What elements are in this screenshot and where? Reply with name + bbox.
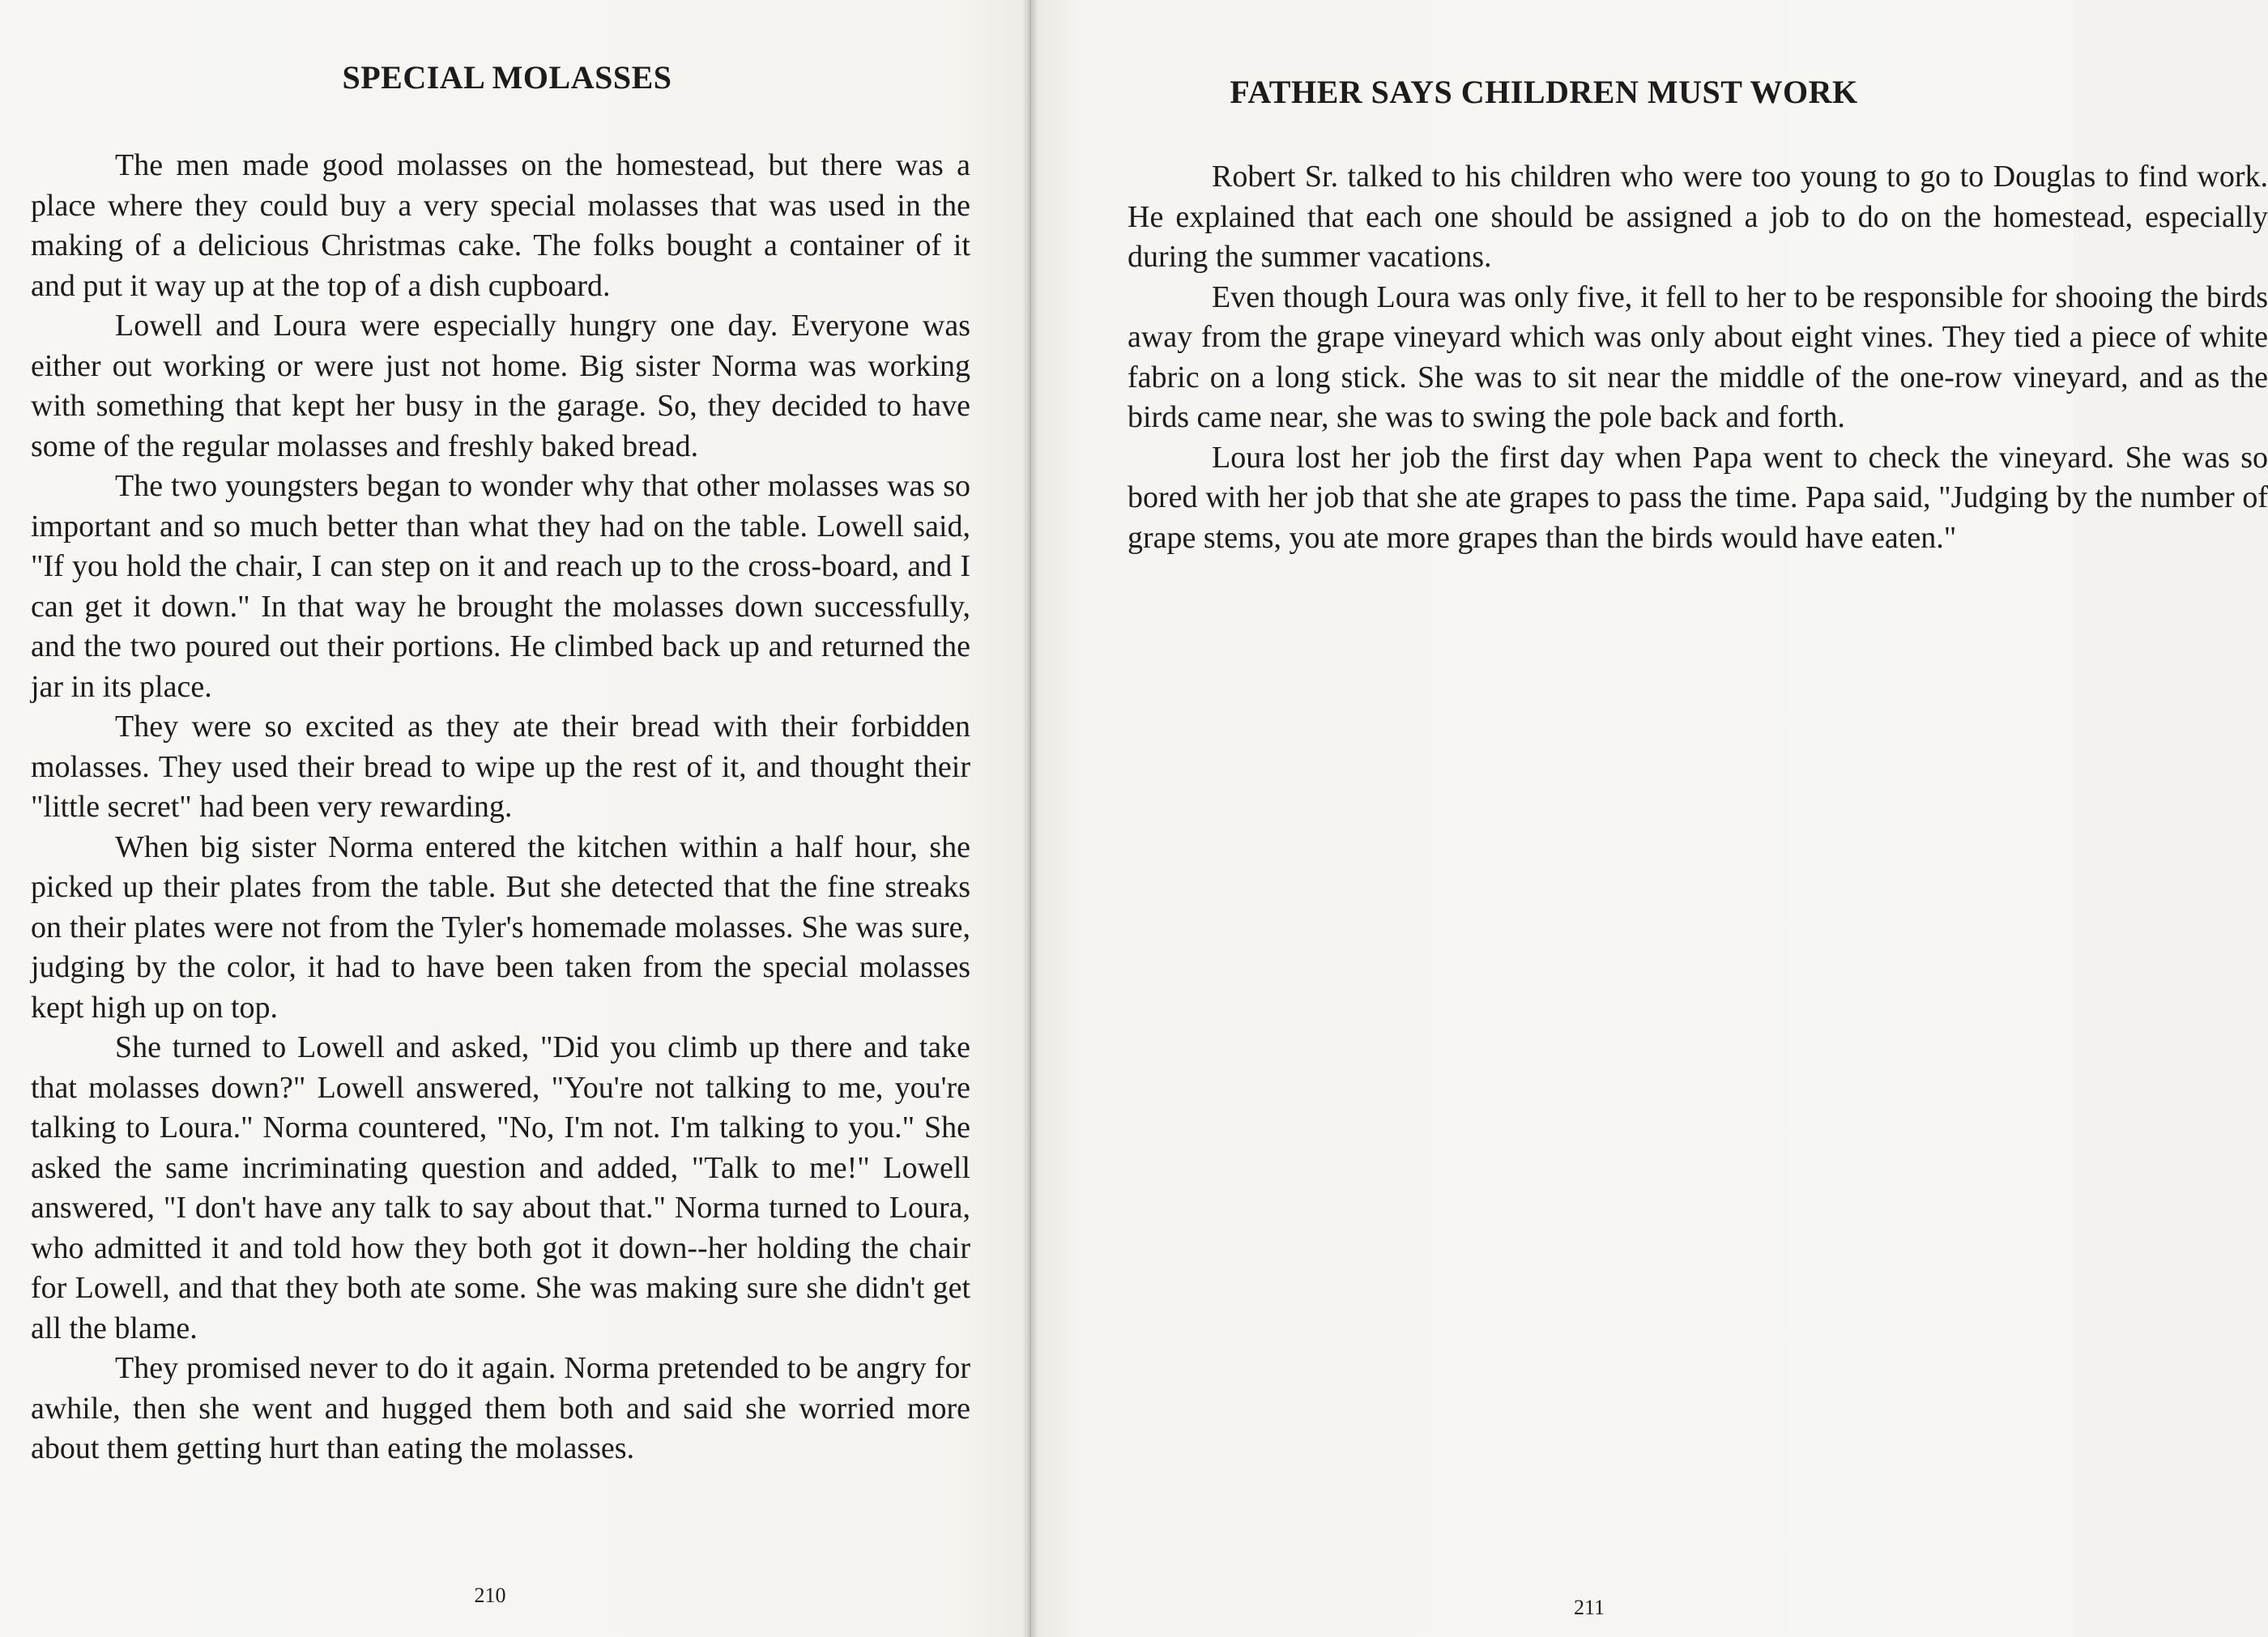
left-page-number: 210 [474,1584,506,1607]
paragraph: Even though Loura was only five, it fell to her to be responsible for shooing the birds away from the grape vineyard which was only about eight vines. They tied a piece of white fabric on a long stick. She was to sit near the middle of the one-row vineyard, and as the birds came near, she was to swing the pole back and forth. [1128,279,2268,434]
right-page-title: FATHER SAYS CHILDREN MUST WORK [1230,74,1858,110]
right-page [1030,0,2268,1637]
paragraph: Loura lost her job the first day when Papa went to check the vineyard. She was so bored with her job that she ate grapes to pass the time. Papa said, "Judging by the number of grape stems, you ate more grapes than the birds would have eaten." [1128,440,2268,555]
paragraph: She turned to Lowell and asked, "Did you climb up there and take that molasses down?" Lowell answered, "You're not talking to me, you're talking to Loura." Norma countered, "No, I'm not. I'm talking to you." She asked the same incriminating question and added, "Talk to me!" Lowell answered, "I don't have any talk to say about that." Norma turned to Loura, who admitted it and told how they both got it down--her holding the chair for Lowell, and that they both ate some. She was making sure she didn't get all the blame. [31,1030,970,1345]
paragraph: When big sister Norma entered the kitchen within a half hour, she picked up their plates from the table. But she detected that the fine streaks on their plates were not from the Tyler's homemade molasses. She was sure, judging by the color, it had to have been taken from the special molasses kept high up on top. [31,829,970,1025]
paragraph: Robert Sr. talked to his children who were too young to go to Douglas to find work. He explained that each one should be assigned a job to do on the homestead, especially during the summer vacations. [1128,160,2268,274]
paragraph: Lowell and Loura were especially hungry one day. Everyone was either out working or were just not home. Big sister Norma was working with something that kept her busy in the garage. So, they decided to have some of the regular molasses and freshly baked bread. [31,309,970,463]
right-page-body [1128,157,2268,558]
paragraph: The men made good molasses on the homestead, but there was a place where they could buy a very special molasses that was used in the making of a delicious Christmas cake. The folks bought a container of it and put it way up at the top of a dish cupboard. [31,148,970,303]
left-page-title: SPECIAL MOLASSES [342,59,672,96]
paragraph: They promised never to do it again. Norma pretended to be angry for awhile, then she went and hugged them both and said she worried more about them getting hurt than eating the molasses. [31,1351,970,1465]
left-page [0,0,1030,1637]
paragraph: They were so excited as they ate their bread with their forbidden molasses. They used their bread to wipe up the rest of it, and thought their "little secret" had been very rewarding. [31,710,970,824]
left-page-body [31,146,970,1469]
right-page-number: 211 [1573,1596,1605,1619]
book-gutter [1022,0,1038,1637]
paragraph: The two youngsters began to wonder why that other molasses was so important and so much better than what they had on the table. Lowell said, "If you hold the chair, I can step on it and reach up to the cross-board, and I can get it down." In that way he brought the molasses down successfully, and the two poured out their portions. He climbed back up and returned the jar in its place. [31,469,970,704]
